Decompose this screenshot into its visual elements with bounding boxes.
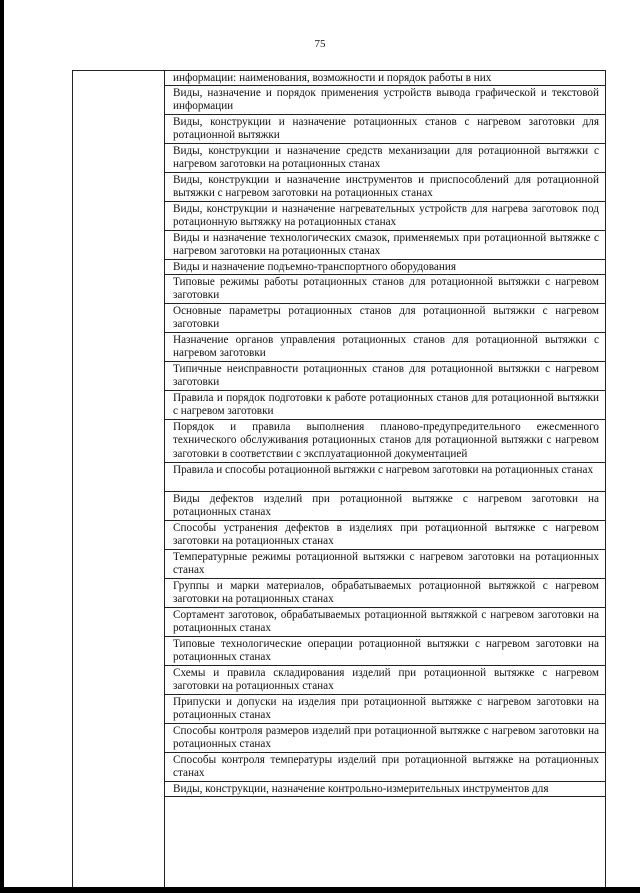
table-row: Способы контроля размеров изделий при ротационной вытяжке с нагревом заготовки на ротационных станах xyxy=(165,724,605,753)
table-row: Виды, конструкции и назначение ротационных станов с нагревом заготовки для ротационной вытяжки xyxy=(165,115,605,144)
table-row: Сортамент заготовок, обрабатываемых ротационной вытяжкой с нагревом заготовки на ротационных станах xyxy=(165,608,605,637)
table-row: Виды и назначение подъемно-транспортного оборудования xyxy=(165,260,605,275)
table-row: Правила и способы ротационной вытяжки с нагревом заготовки на ротационных станах xyxy=(165,463,605,492)
table-row: Припуски и допуски на изделия при ротационной вытяжке с нагревом заготовки на ротационных станах xyxy=(165,695,605,724)
table-row: информации: наименования, возможности и порядок работы в них xyxy=(165,71,605,86)
table-row: Порядок и правила выполнения планово-предупредительного ежесменного технического обслуживания ротационных станов для ротационной вытяжки с нагревом заготовки в соответствии с эксплуатационной документацией xyxy=(165,420,605,463)
requirements-table xyxy=(72,70,606,888)
table-row: Типовые технологические операции ротационной вытяжки с нагревом заготовки на ротационных станах xyxy=(165,637,605,666)
table-row: Способы устранения дефектов в изделиях при ротационной вытяжке с нагревом заготовки на ротационных станах xyxy=(165,521,605,550)
table-row: Способы контроля температуры изделий при ротационной вытяжке на ротационных станах xyxy=(165,753,605,782)
table-row: Виды, назначение и порядок применения устройств вывода графической и текстовой информации xyxy=(165,86,605,115)
table-rows xyxy=(165,71,605,797)
table-row: Назначение органов управления ротационных станов для ротационной вытяжки с нагревом заготовки xyxy=(165,333,605,362)
table-row: Типовые режимы работы ротационных станов для ротационной вытяжки с нагревом заготовки xyxy=(165,275,605,304)
table-row: Виды, конструкции, назначение контрольно-измерительных инструментов для xyxy=(165,782,605,797)
table-row: Основные параметры ротационных станов для ротационной вытяжки с нагревом заготовки xyxy=(165,304,605,333)
table-row: Виды, конструкции и назначение нагревательных устройств для нагрева заготовок под ротационную вытяжку на ротационных станах xyxy=(165,202,605,231)
table-row: Правила и порядок подготовки к работе ротационных станов для ротационной вытяжки с нагревом заготовки xyxy=(165,391,605,420)
table-row: Виды, конструкции и назначение инструментов и приспособлений для ротационной вытяжки с нагревом заготовки на ротационных станах xyxy=(165,173,605,202)
page-number: 75 xyxy=(314,38,326,50)
table-row: Виды и назначение технологических смазок, применяемых при ротационной вытяжке с нагревом заготовки на ротационных станах xyxy=(165,231,605,260)
table-left-column xyxy=(73,71,165,888)
table-row: Группы и марки материалов, обрабатываемых ротационной вытяжкой с нагревом заготовки на ротационных станах xyxy=(165,579,605,608)
table-row: Температурные режимы ротационной вытяжки с нагревом заготовки на ротационных станах xyxy=(165,550,605,579)
table-row: Виды, конструкции и назначение средств механизации для ротационной вытяжки с нагревом заготовки на ротационных станах xyxy=(165,144,605,173)
scan-edge-bottom xyxy=(0,887,640,893)
table-row: Виды дефектов изделий при ротационной вытяжке с нагревом заготовки на ротационных станах xyxy=(165,492,605,521)
table-row: Типичные неисправности ротационных станов для ротационной вытяжки с нагревом заготовки xyxy=(165,362,605,391)
table-row: Схемы и правила складирования изделий при ротационной вытяжке с нагревом заготовки на ротационных станах xyxy=(165,666,605,695)
scan-edge-left xyxy=(0,0,4,893)
